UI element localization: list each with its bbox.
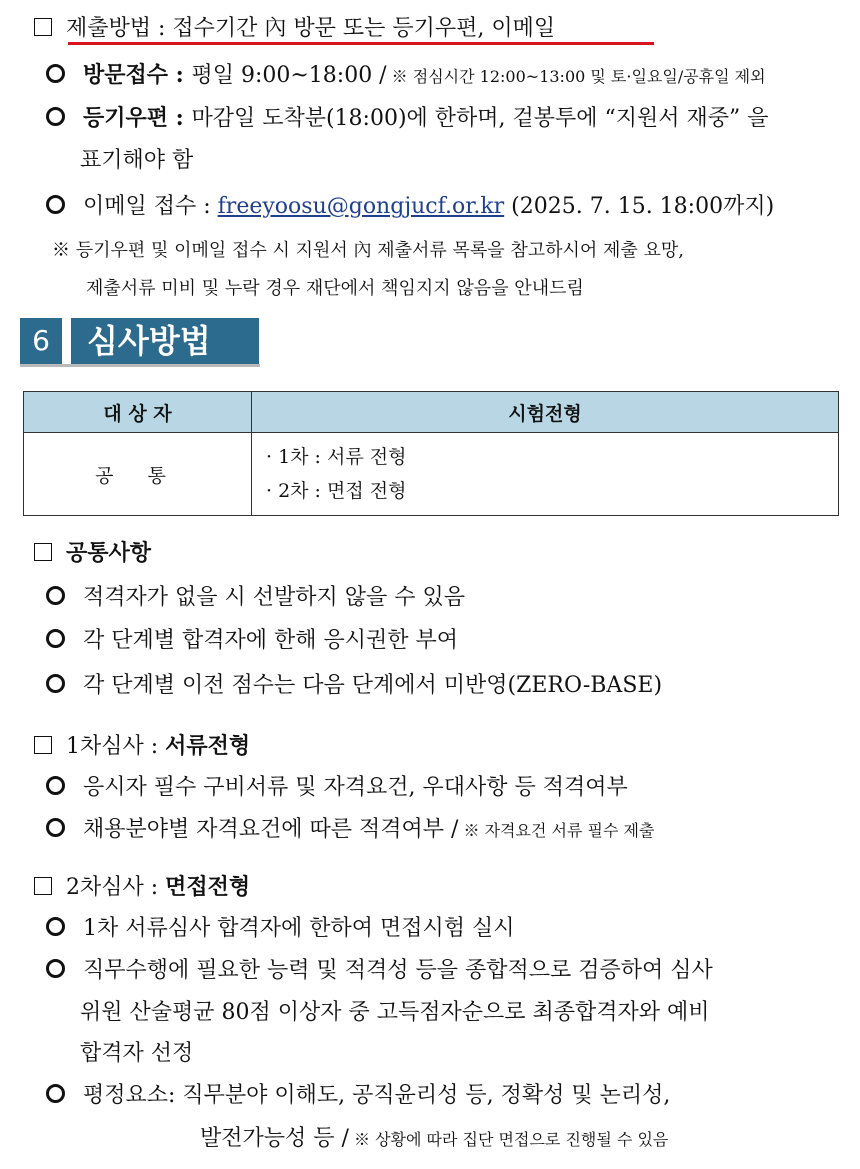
bullet-circle-icon <box>46 959 65 978</box>
table-cell-stages <box>252 433 839 516</box>
common-heading: 공통사항 <box>66 540 152 566</box>
second-item <box>46 1081 670 1111</box>
first-item <box>46 815 654 846</box>
bullet-circle-icon <box>46 586 65 605</box>
common-item <box>46 671 662 701</box>
first-item-note: ※ 자격요건 서류 필수 제출 <box>458 821 655 840</box>
second-item-text: 평정요소: 직무분야 이해도, 공직윤리성 등, 정확성 및 논리성, <box>83 1083 671 1108</box>
bullet-circle-icon <box>46 674 65 693</box>
checkbox-square-icon <box>34 543 52 561</box>
common-heading-row <box>34 538 151 569</box>
common-item-text: 각 단계별 합격자에 한해 응시권한 부여 <box>83 628 458 653</box>
second-item-cont: 합격자 선정 <box>80 1041 194 1066</box>
visit-row <box>46 60 766 92</box>
mail-value-2: 표기해야 함 <box>80 148 194 173</box>
first-item-text: 응시자 필수 구비서류 및 자격요건, 우대사항 등 적격여부 <box>83 775 628 800</box>
second-heading-row <box>34 872 250 903</box>
email-link[interactable]: freeyoosu@gongjucf.or.kr <box>217 194 505 219</box>
notice-line-1: ※ 등기우편 및 이메일 접수 시 지원서 內 제출서류 목록을 참고하시어 제출 요망, <box>52 240 685 261</box>
second-item-text: 직무수행에 필요한 능력 및 적격성 등을 종합적으로 검증하여 심사 <box>83 958 713 983</box>
first-item <box>46 773 628 803</box>
table-cell-target: 공 통 <box>24 433 252 516</box>
second-item <box>46 914 515 944</box>
second-item-note: ※ 상황에 따라 집단 면접으로 진행될 수 있음 <box>348 1130 669 1149</box>
bullet-circle-icon <box>46 1084 65 1103</box>
second-heading-bold: 면접전형 <box>165 874 251 900</box>
submission-heading-row <box>34 14 555 44</box>
bullet-circle-icon <box>46 629 65 648</box>
stage-1: · 1차 : 서류 전형 <box>266 446 407 468</box>
second-item-cont <box>200 1124 668 1155</box>
checkbox-square-icon <box>34 18 52 36</box>
first-heading-bold: 서류전형 <box>165 733 251 759</box>
second-item-text: 1차 서류심사 합격자에 한하여 면접시험 실시 <box>83 916 515 941</box>
second-item-cont: 위원 산술평균 80점 이상자 중 고득점자순으로 최종합격자와 예비 <box>80 1000 710 1025</box>
submission-heading: 제출방법 : 접수기간 內 방문 또는 등기우편, 이메일 <box>66 16 556 41</box>
visit-note: ※ 점심시간 12:00~13:00 및 토·일요일/공휴일 제외 <box>386 67 766 86</box>
first-heading-prefix: 1차심사 : <box>66 734 166 759</box>
second-item-text: 발전가능성 등 / <box>200 1126 349 1151</box>
stage-2: · 2차 : 면접 전형 <box>266 480 407 502</box>
notice-line-2: 제출서류 미비 및 누락 경우 재단에서 책임지지 않음을 안내드림 <box>86 278 584 299</box>
first-heading-row <box>34 731 250 762</box>
exam-table <box>23 391 839 516</box>
section-number: 6 <box>20 318 62 364</box>
visit-label: 방문접수 : <box>83 62 192 88</box>
bullet-circle-icon <box>46 917 65 936</box>
bullet-circle-icon <box>46 818 65 837</box>
common-item <box>46 583 465 613</box>
mail-row-cont <box>80 146 193 176</box>
bullet-circle-icon <box>46 195 65 214</box>
common-item-text: 각 단계별 이전 점수는 다음 단계에서 미반영(ZERO-BASE) <box>83 673 663 698</box>
first-item-text: 채용분야별 자격요건에 따른 적격여부 / <box>83 817 459 842</box>
checkbox-square-icon <box>34 736 52 754</box>
bullet-circle-icon <box>46 107 65 126</box>
email-label: 이메일 접수 : <box>83 194 218 219</box>
email-row <box>46 192 774 222</box>
email-deadline: (2025. 7. 15. 18:00까지) <box>504 194 775 219</box>
table-header-exam: 시험전형 <box>252 392 839 433</box>
mail-value: 마감일 도착분(18:00)에 한하며, 겉봉투에 “지원서 재중” 을 <box>191 106 769 131</box>
common-item-text: 적격자가 없을 시 선발하지 않을 수 있음 <box>83 585 465 610</box>
section-title: 심사방법 <box>71 318 259 364</box>
mail-label: 등기우편 : <box>83 105 192 131</box>
section-underline <box>20 364 260 367</box>
red-underline <box>68 42 654 45</box>
common-item <box>46 626 458 656</box>
second-item <box>46 956 713 986</box>
table-header-target: 대 상 자 <box>24 392 252 433</box>
bullet-circle-icon <box>46 776 65 795</box>
checkbox-square-icon <box>34 877 52 895</box>
visit-value: 평일 9:00~18:00 / <box>191 63 387 88</box>
second-heading-prefix: 2차심사 : <box>66 875 166 900</box>
bullet-circle-icon <box>46 64 65 83</box>
mail-row <box>46 103 769 134</box>
